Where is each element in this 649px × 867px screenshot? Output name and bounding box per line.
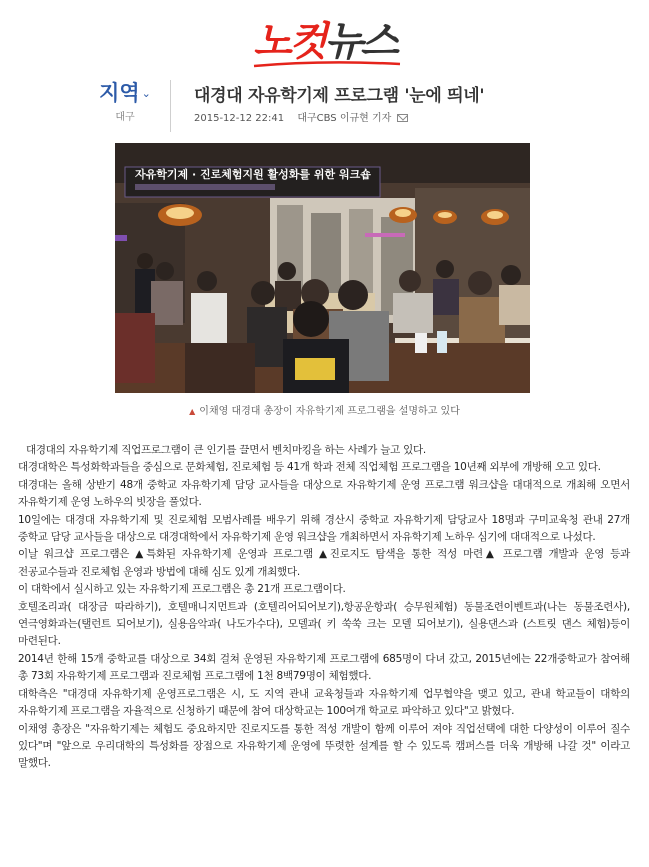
site-logo[interactable] — [0, 14, 649, 70]
region-sub: 대구 — [115, 112, 135, 123]
article-paragraph: 10일에는 대경대 자유학기제 및 진로체험 모범사례를 배우기 위해 경산시 중학교 자유학기제 담당교사 18명과 구미교육청 관내 27개 중학교 담당 교사들을 대상으로 대경대학에서 자유학기제 운영 워크샵을 개최하면서 자유학기제 노하우 심기에 대대적으로 나섰다. — [18, 513, 630, 544]
article-author: 대구CBS 이규현 기자 — [297, 113, 392, 124]
photo-banner-text: 자유학기제 · 진로체험지원 활성화를 위한 워크숍 — [135, 168, 371, 181]
photo-scene — [115, 143, 530, 393]
article-paragraph: 대경대의 자유학기제 직업프로그램이 큰 인기를 끌면서 벤치마킹을 하는 사례가 늘고 있다. — [26, 444, 427, 456]
article-paragraph: 2014년 한해 15개 중학교를 대상으로 34회 걸쳐 운영된 자유학기제 프로그램에 685명이 다녀 갔고, 2015년에는 22개중학교가 참여해 총 73회 자유학기제 프로그램과 진로체험 프로그램에 1천 8백79명이 체험했다. — [18, 652, 630, 683]
photo-caption-text: 이채영 대경대 총장이 자유학기제 프로그램을 설명하고 있다 — [199, 406, 460, 417]
article-paragraph: 이채영 총장은 "자유학기제는 체험도 중요하지만 진로지도를 통한 적성 개발이 함께 이루어 져야 직업선택에 대한 다양성이 이루어 질수 있다"며 "앞으로 우리대학의 특성화를 장점으로 자유학기제 운영에 뚜렷한 설계를 할 수 있도록 캠퍼스를 더욱 개방해 나갈 것" 이라고 말했다. — [18, 722, 630, 770]
article-paragraph: 이날 워크샵 프로그램은 ▲특화된 자유학기제 운영과 프로그램 ▲진로지도 탐색을 통한 적성 마련▲ 프로그램 개발과 운영 등과 전공교수들과 진로체험 운영과 방법에 대해 심도 있게 개최했다. — [18, 548, 630, 578]
article-paragraph: 대경대는 올해 상반기 48개 중학교 자유학기제 담당 교사들을 대상으로 자유학기제 운영 프로그램 워크샵을 대대적으로 개최해 오면서 자유학기제 운영 노하우의 빗장을 풀었다. — [18, 478, 630, 509]
logo-part-news: 뉴스 — [324, 19, 396, 65]
article-paragraph: 대경대학은 특성화학과들을 중심으로 문화체험, 진로체험 등 41개 학과 전체 직업체험 프로그램을 10년째 외부에 개방해 오고 있다. — [18, 461, 601, 474]
article-paragraph: 대학측은 "대경대 자유학기제 운영프로그램은 시, 도 지역 관내 교육청들과 자유학기제 업무협약을 맺고 있고, 관내 학교들이 대학의 자유학기제 프로그램을 자율적으로 신청하기 때문에 참여 대상학교는 100여개 학교로 파악하고 있다"고 밝혔다. — [18, 687, 630, 718]
article-paragraph: 호텔조리과( 대장금 따라하기), 호텔매니지먼트과 (호텔리어되어보기),항공운항과( 승무원체험) 동물조련이벤트과(나는 동물조련사), 연극영화과는(탤런트 되어보기), 실용음악과( 나도가수다), 모델과( 키 쑥쑥 크는 모델 되어보기), 실용댄스과 (스트릿 댄스 체험)등이 마련된다. — [18, 600, 630, 648]
triangle-up-icon: ▲ — [189, 407, 196, 416]
article-header — [84, 76, 594, 134]
article-body — [18, 442, 630, 773]
photo-caption — [0, 402, 649, 417]
article-meta — [194, 109, 408, 124]
article-title: 대경대 자유학기제 프로그램 '눈에 띄네' — [194, 86, 485, 106]
article-date: 2015-12-12 22:41 — [194, 113, 285, 124]
region-selector[interactable] — [84, 76, 166, 134]
article-photo — [115, 143, 530, 393]
logo-part-nocut: 노컷 — [253, 19, 325, 65]
logo-swoosh-icon — [252, 60, 402, 68]
chevron-down-icon[interactable]: ⌄ — [141, 87, 151, 100]
article-paragraph: 이 대학에서 실시하고 있는 자유학기제 프로그램은 총 21개 프로그램이다. — [18, 583, 346, 596]
region-name[interactable]: 지역 — [99, 81, 140, 105]
header-divider — [170, 80, 171, 132]
mail-icon[interactable] — [397, 114, 408, 122]
